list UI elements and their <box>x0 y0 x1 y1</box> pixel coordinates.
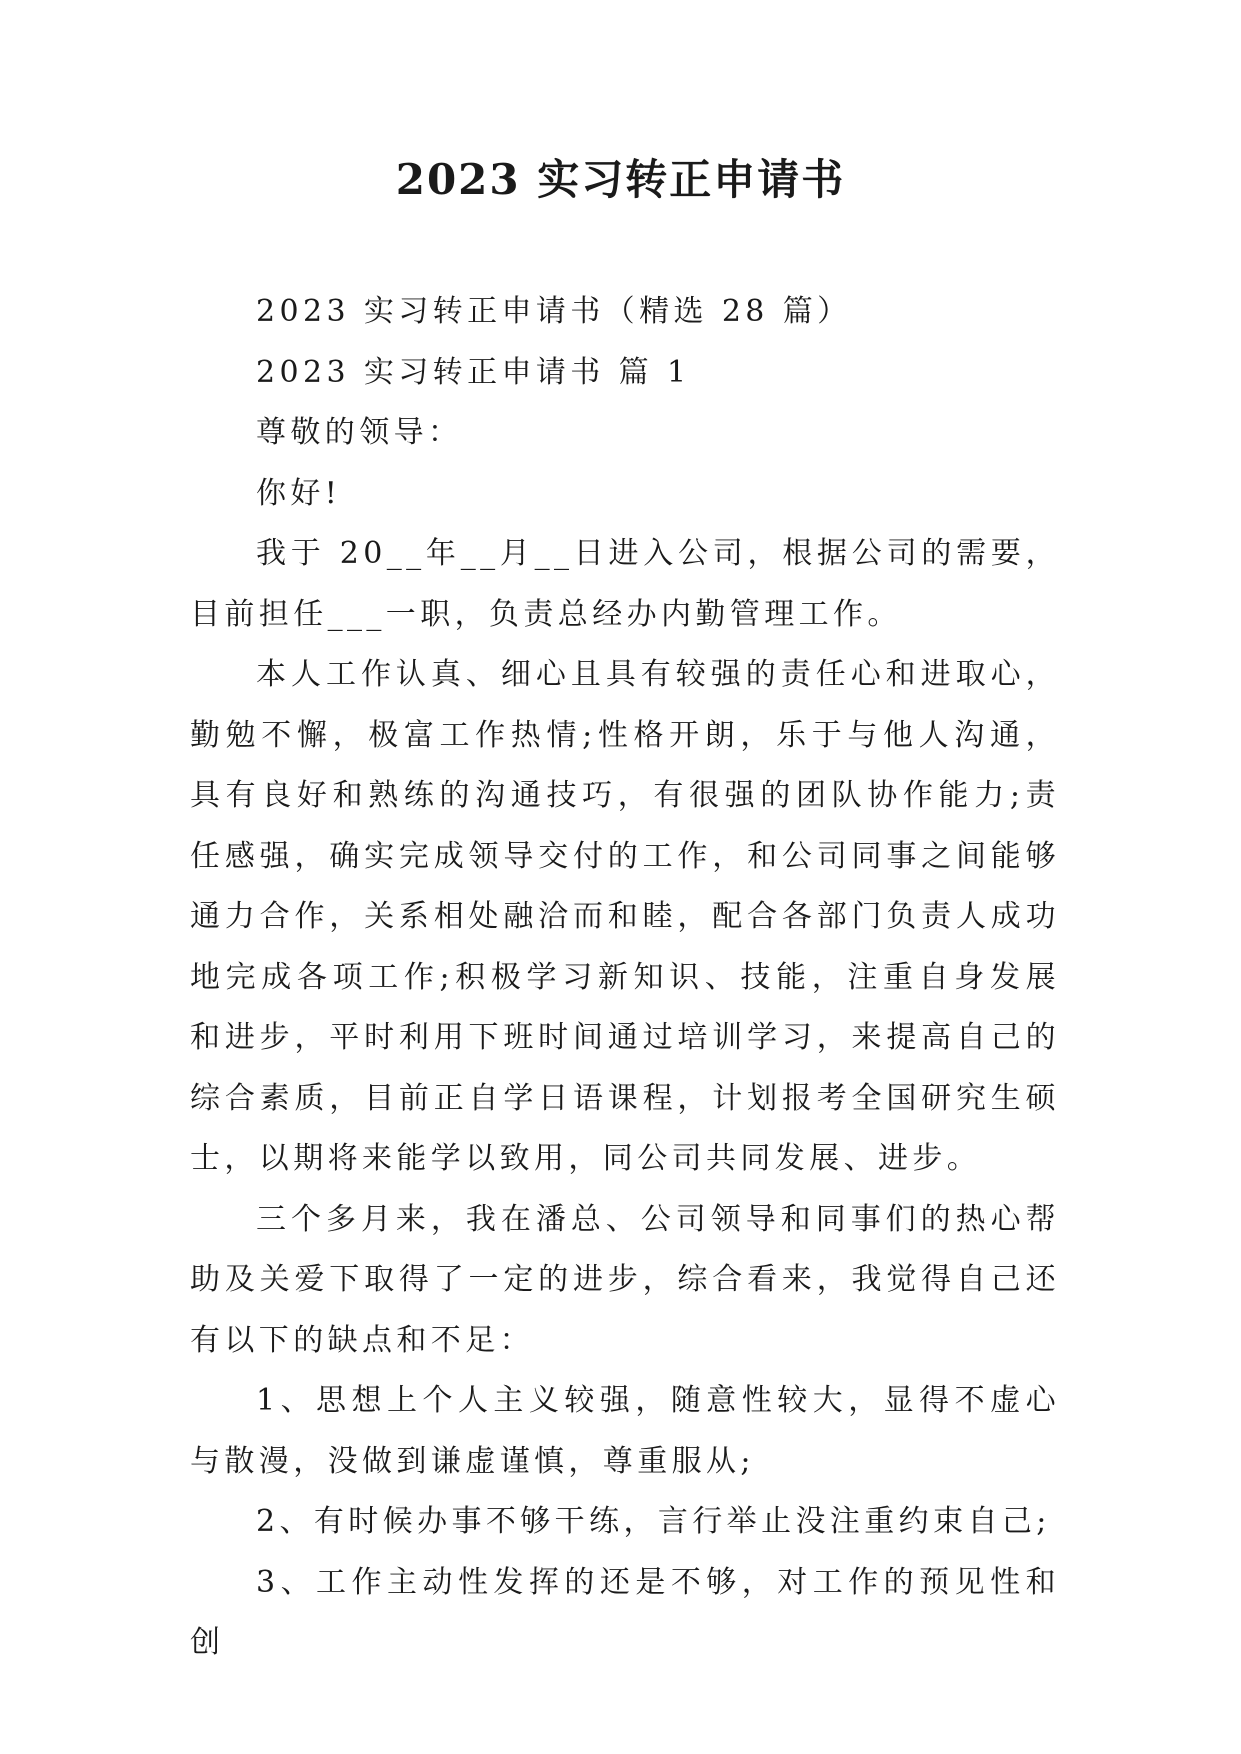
body-paragraph: 三个多月来，我在潘总、公司领导和同事们的热心帮助及关爱下取得了一定的进步，综合看来，我觉得自己还有以下的缺点和不足： <box>190 1201 1060 1358</box>
greeting: 你好! <box>256 475 342 511</box>
document-title: 2023 实习转正申请书 <box>395 155 846 204</box>
list-item: 2、有时候办事不够干练，言行举止没注重约束自己; <box>256 1504 1051 1539</box>
subtitle-paragraph: 2023 实习转正申请书（精选 28 篇） <box>256 294 852 329</box>
body-paragraph: 本人工作认真、细心且具有较强的责任心和进取心，勤勉不懈，极富工作热情;性格开朗，乐于与他人沟通，具有良好和熟练的沟通技巧，有很强的团队协作能力;责任感强，确实完成领导交付的工作，和公司同事之间能够通力合作，关系相处融洽而和睦，配合各部门负责人成功地完成各项工作;积极学习新知识、技能，注重自身发展和进步，平时利用下班时间通过培训学习，来提高自己的综合素质，目前正自学日语课程，计划报考全国研究生硕士，以期将来能学以致用，同公司共同发展、进步。 <box>190 657 1060 1176</box>
list-item: 1、思想上个人主义较强，随意性较大，显得不虚心与散漫，没做到谦虚谨慎，尊重服从; <box>190 1383 1060 1479</box>
document-body <box>190 282 1060 1674</box>
body-paragraph: 我于 20__年__月__日进入公司，根据公司的需要，目前担任___一职，负责总经办内勤管理工作。 <box>190 536 1060 632</box>
list-item: 3、工作主动性发挥的还是不够，对工作的预见性和创 <box>190 1564 1060 1660</box>
section-heading: 2023 实习转正申请书 篇 1 <box>256 354 691 390</box>
salutation: 尊敬的领导： <box>256 415 463 450</box>
